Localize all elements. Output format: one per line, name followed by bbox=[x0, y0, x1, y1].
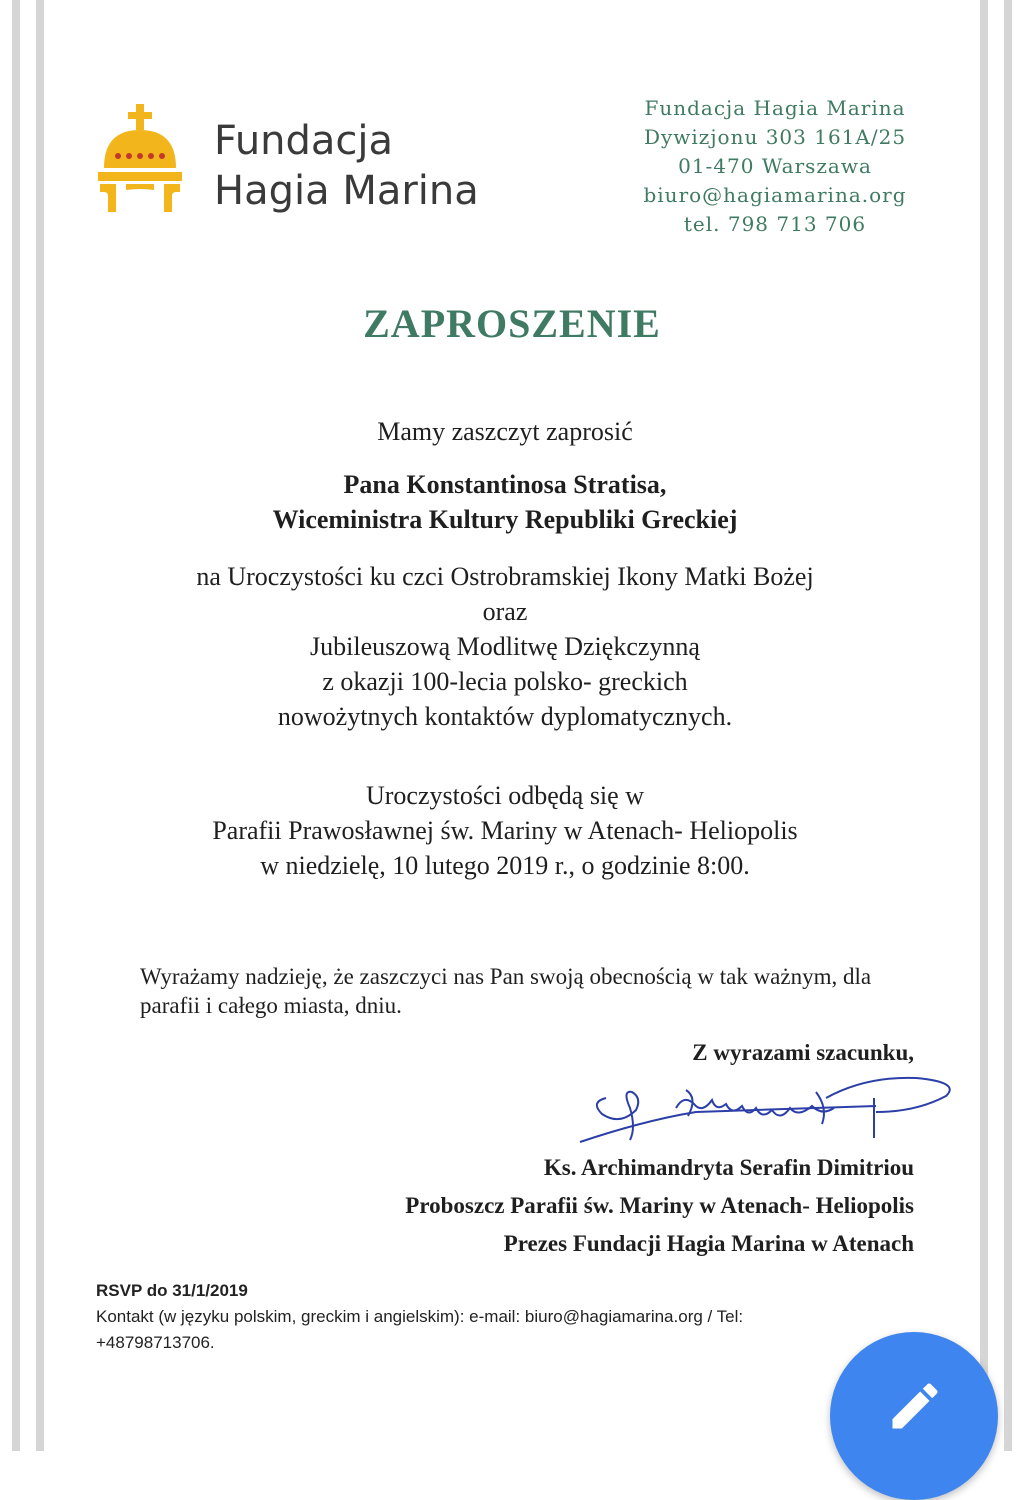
logo-line-2: Hagia Marina bbox=[214, 168, 479, 214]
signatory-role-foundation: Prezes Fundacji Hagia Marina w Atenach bbox=[503, 1231, 914, 1256]
rsvp-block bbox=[96, 1278, 816, 1356]
logo-line-1: Fundacja bbox=[214, 118, 394, 164]
event-block bbox=[0, 559, 1010, 734]
signatory-name: Ks. Archimandryta Serafin Dimitriou bbox=[543, 1155, 914, 1180]
event-line: nowożytnych kontaktów dyplomatycznych. bbox=[277, 702, 733, 731]
address-line: 01-470 Warszawa bbox=[678, 154, 872, 178]
location-block bbox=[0, 778, 1010, 883]
handwritten-signature bbox=[576, 1068, 961, 1146]
event-line: oraz bbox=[482, 597, 528, 626]
logo-wordmark bbox=[214, 116, 479, 216]
event-line: na Uroczystości ku czci Ostrobramskiej Ikony Matki Bożej bbox=[196, 562, 814, 591]
address-line: tel. 798 713 706 bbox=[683, 212, 867, 236]
guest-name: Pana Konstantinosa Stratisa, bbox=[343, 470, 667, 499]
guest-title: Wiceministra Kultury Republiki Greckiej bbox=[272, 505, 738, 534]
rsvp-heading: RSVP do 31/1/2019 bbox=[96, 1281, 248, 1300]
document-title: ZAPROSZENIE bbox=[363, 301, 661, 346]
guest-block bbox=[0, 467, 1010, 537]
event-line: z okazji 100-lecia polsko- greckich bbox=[322, 667, 688, 696]
pencil-icon bbox=[885, 1376, 945, 1436]
closing-text: Z wyrazami szacunku, bbox=[692, 1040, 914, 1065]
dome-icon bbox=[96, 104, 186, 212]
location-line: w niedzielę, 10 lutego 2019 r., o godzinie 8:00. bbox=[260, 851, 750, 880]
event-line: Jubileuszową Modlitwę Dziękczynną bbox=[310, 632, 700, 661]
rsvp-contact: Kontakt (w języku polskim, greckim i angielskim): e-mail: biuro@hagiamarina.org / Tel: +48798713706. bbox=[96, 1307, 744, 1352]
intro-text: Mamy zaszczyt zaprosić bbox=[377, 417, 633, 446]
address-line: Fundacja Hagia Marina bbox=[644, 96, 906, 120]
edit-fab-button[interactable] bbox=[830, 1332, 998, 1500]
signatory-role-parish: Proboszcz Parafii św. Mariny w Atenach- Heliopolis bbox=[405, 1193, 914, 1218]
address-line: biuro@hagiamarina.org bbox=[643, 183, 907, 207]
address-block bbox=[630, 94, 920, 239]
hope-paragraph: Wyrażamy nadzieję, że zaszczyci nas Pan swoją obecnością w tak ważnym, dla parafii i całego miasta, dniu. bbox=[140, 964, 872, 1018]
location-line: Uroczystości odbędą się w bbox=[366, 781, 644, 810]
location-line: Parafii Prawosławnej św. Mariny w Atenach- Heliopolis bbox=[212, 816, 798, 845]
address-line: Dywizjonu 303 161A/25 bbox=[643, 125, 907, 149]
